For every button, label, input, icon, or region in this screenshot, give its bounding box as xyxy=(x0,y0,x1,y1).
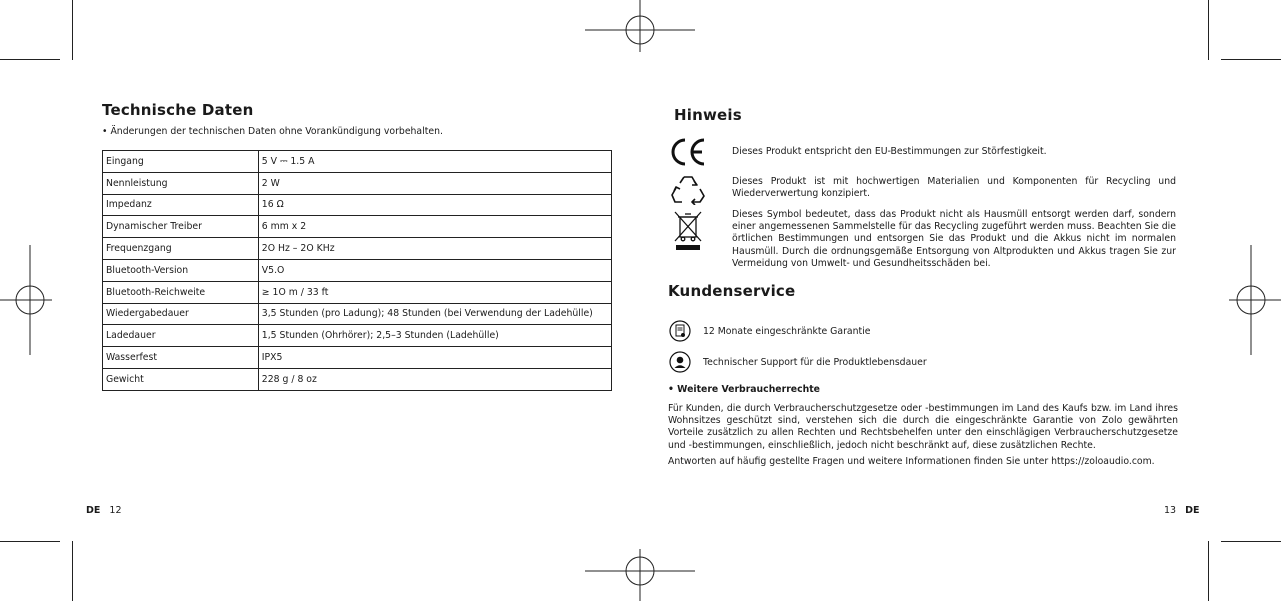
spec-value: 3,5 Stunden (pro Ladung); 48 Stunden (bei Verwendung der Ladehülle) xyxy=(258,303,611,325)
spec-value: 2 W xyxy=(258,172,611,194)
spec-row xyxy=(103,259,612,281)
spec-value: 1,5 Stunden (Ohrhörer); 2,5–3 Stunden (Ladehülle) xyxy=(258,325,611,347)
footer-lang-left: DE xyxy=(86,505,101,516)
spec-title: Technische Daten xyxy=(102,101,254,119)
spec-label: Wiedergabedauer xyxy=(103,303,259,325)
spec-value: ≥ 1O m / 33 ft xyxy=(258,281,611,303)
spec-value: 228 g / 8 oz xyxy=(258,368,611,390)
spec-note: • Änderungen der technischen Daten ohne Vorankündigung vorbehalten. xyxy=(102,126,443,137)
spec-row xyxy=(103,325,612,347)
spec-row xyxy=(103,347,612,369)
spec-row xyxy=(103,194,612,216)
notice-text-ce: Dieses Produkt entspricht den EU-Bestimmungen zur Störfestigkeit. xyxy=(732,146,1047,157)
right-footer xyxy=(1164,505,1200,516)
recycle-icon xyxy=(668,172,708,206)
ce-mark-icon xyxy=(668,135,708,169)
footer-lang-right: DE xyxy=(1185,505,1200,516)
spec-label: Wasserfest xyxy=(103,347,259,369)
spec-row xyxy=(103,172,612,194)
spec-label: Nennleistung xyxy=(103,172,259,194)
spec-row xyxy=(103,281,612,303)
spec-row xyxy=(103,238,612,260)
spec-label: Ladedauer xyxy=(103,325,259,347)
page-number-right: 13 xyxy=(1164,505,1177,516)
page-number-left: 12 xyxy=(109,505,122,516)
spec-label: Gewicht xyxy=(103,368,259,390)
support-icon xyxy=(669,351,691,373)
rights-text: Für Kunden, die durch Verbraucherschutzgesetze oder -bestimmungen im Land des Kaufs bzw. im Land ihres Wohnsitzes geschützt sind, verstehen sich die durch die eingeschränkte Garantie von Zolo gewährten Vorteile zusätzlich zu allen Rechten und Rechtsbehelfen unter den einschlägigen Verbraucherschutzgesetze und -bestimmungen, einschließlich, jedoch nicht beschränkt auf, diese zusätzlichen Rechte. xyxy=(668,403,1178,451)
notice-text-weee: Dieses Symbol bedeutet, dass das Produkt nicht als Hausmüll entsorgt werden darf, sondern einer angemessenen Sammelstelle für das Recycling zugeführt werden muss. Beachten Sie die örtlichen Bestimmungen und entsorgen Sie das Produkt und die Akkus nicht im normalen Hausmüll. Durch die ordnungsgemäße Entsorgung von Altprodukten und Akkus tragen Sie zur Vermeidung von Umwelt- und Gesundheitsschäden bei. xyxy=(732,209,1176,269)
spec-value: V5.O xyxy=(258,259,611,281)
spec-row xyxy=(103,303,612,325)
spec-value: IPX5 xyxy=(258,347,611,369)
spec-value: 16 Ω xyxy=(258,194,611,216)
spec-label: Impedanz xyxy=(103,194,259,216)
spec-label: Frequenzgang xyxy=(103,238,259,260)
spec-table xyxy=(102,150,612,391)
notice-text-recycle: Dieses Produkt ist mit hochwertigen Materialien und Komponenten für Recycling und Wiederverwertung konzipiert. xyxy=(732,176,1176,200)
spec-value: 2O Hz – 2O KHz xyxy=(258,238,611,260)
spec-row xyxy=(103,368,612,390)
rights-heading: • Weitere Verbraucherrechte xyxy=(668,384,820,395)
spec-row xyxy=(103,151,612,173)
faq-text: Antworten auf häufig gestellte Fragen und weitere Informationen finden Sie unter https://zoloaudio.com. xyxy=(668,456,1155,467)
spec-label: Dynamischer Treiber xyxy=(103,216,259,238)
notice-title: Hinweis xyxy=(674,106,742,124)
spec-label: Bluetooth-Version xyxy=(103,259,259,281)
crossed-bin-icon xyxy=(668,208,708,252)
warranty-icon xyxy=(669,320,691,342)
spec-value: 5 V ⎓ 1.5 A xyxy=(258,151,611,173)
spec-label: Bluetooth-Reichweite xyxy=(103,281,259,303)
spec-row xyxy=(103,216,612,238)
service-support: Technischer Support für die Produktlebensdauer xyxy=(703,357,927,368)
service-warranty: 12 Monate eingeschränkte Garantie xyxy=(703,326,871,337)
left-footer xyxy=(86,505,122,516)
spec-label: Eingang xyxy=(103,151,259,173)
service-title: Kundenservice xyxy=(668,282,796,300)
spec-value: 6 mm x 2 xyxy=(258,216,611,238)
